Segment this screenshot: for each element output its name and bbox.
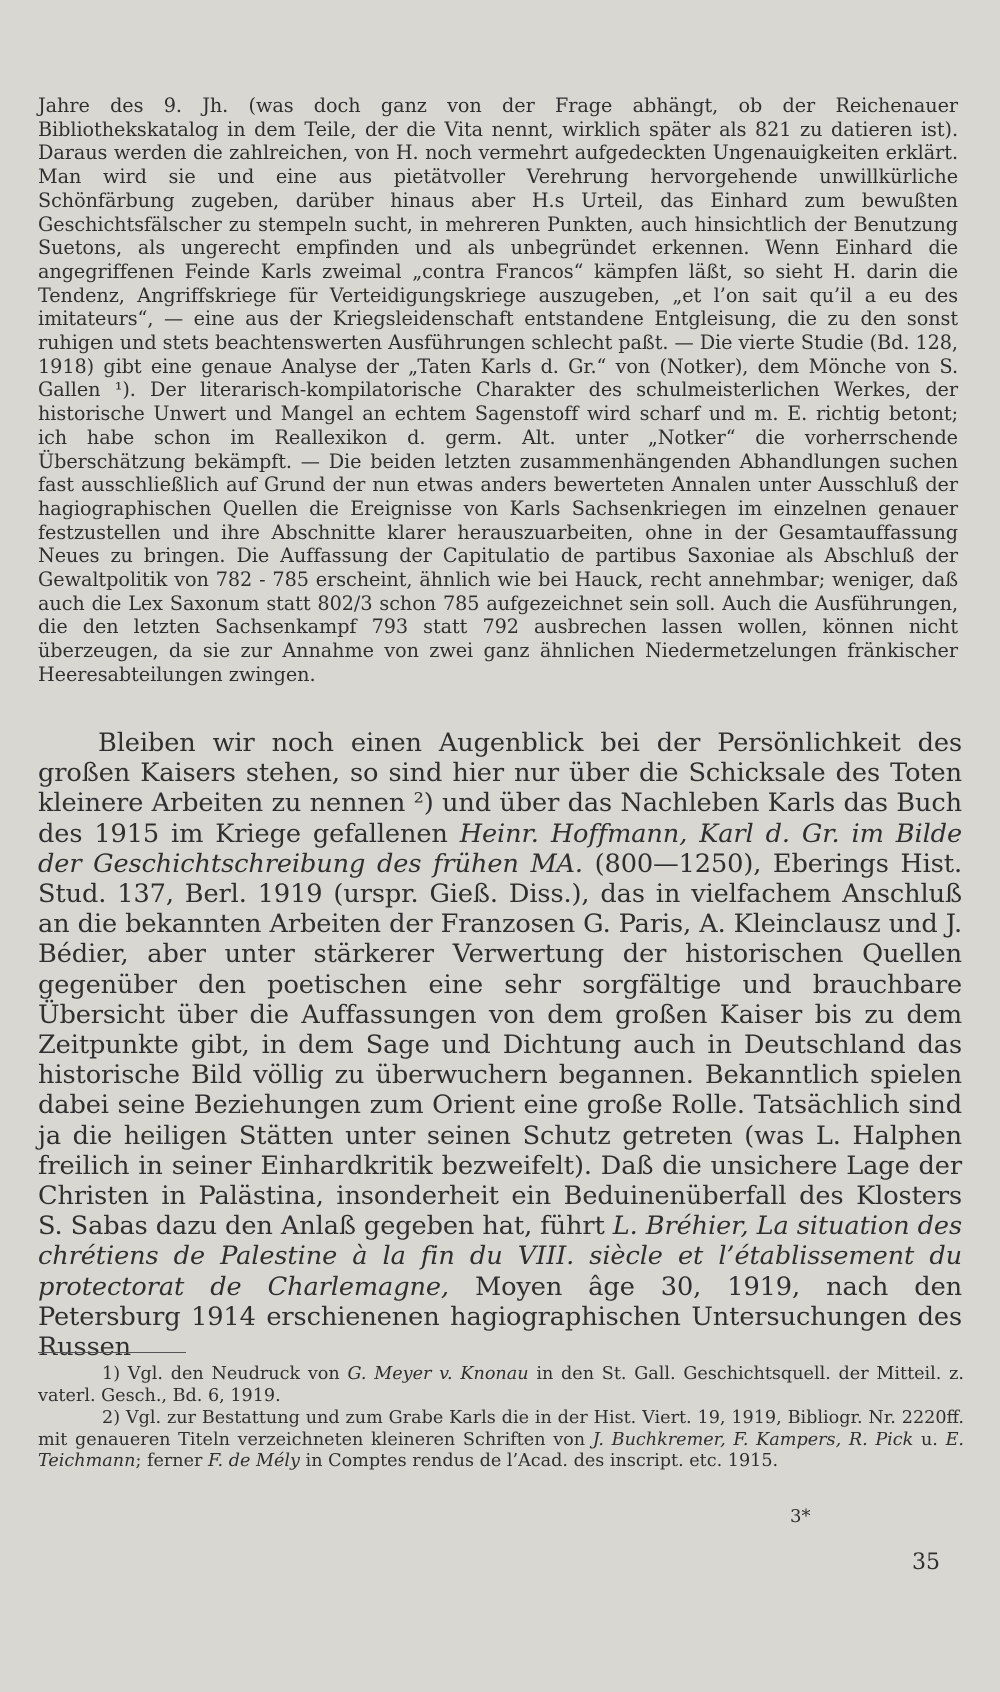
small-print-paragraph [38,94,958,687]
italic-name: J. Buchkremer, F. Kampers, R. Pick [592,1429,914,1450]
text-run: 1) Vgl. den Neudruck von [102,1364,348,1384]
italic-name: G. Meyer v. Knonau [347,1364,529,1384]
text-run: in Comptes rendus de l’Acad. des inscript. etc. 1915. [299,1451,779,1472]
italic-name: F. de Mély [208,1451,300,1472]
page-number: 35 [912,1550,940,1575]
footnotes [38,1364,964,1474]
text-run: 2) Vgl. zur Bestattung und zum Grabe Karls die in der Hist. Viert. 19, 1919, Bibliogr. Nr. 2220ff. mit genaueren Titeln verzeichneten kleineren Schriften von [38,1408,964,1450]
text-run: Moyen âge 30, 1919, nach den Petersburg 1914 erschienenen hagiographischen Untersuchungen des Russen [38,1271,963,1363]
footnote-1 [38,1364,964,1407]
footnote-2 [38,1408,964,1473]
italic-citation: Heinr. Hoffmann, Karl d. Gr. im Bilde der Geschichtschreibung des frühen MA. [38,818,962,879]
signature-mark: 3* [790,1506,811,1527]
text-run: Bleiben wir noch einen Augenblick bei der Persönlichkeit des großen Kaisers stehen, so sind hier nur über die Schicksale des Toten kleinere Arbeiten zu nennen ²) und über das Nachleben Karls das Buch des 1915 im Kriege gefallenen [38,728,962,849]
main-paragraph [38,728,962,1362]
italic-name: E. Teichmann [38,1429,965,1472]
paragraph-large-text [38,728,962,1362]
italic-citation: L. Bréhier, La situation des chrétiens de Palestine à la fin du VIII. siècle et l’établissement du protectorat de Charlemagne, [38,1211,962,1302]
paragraph-small-text: Jahre des 9. Jh. (was doch ganz von der Frage abhängt, ob der Reichenauer Bibliothekskatalog in dem Teile, der die Vita nennt, wirklich später als 821 zu datieren ist). Daraus werden die zahlreichen, von H. noch vermehrt aufgedeckten Ungenauigkeiten erklärt. Man wird sie und eine aus pietätvoller Verehrung hervorgehende unwillkürliche Schönfärbung zugeben, darüber hinaus aber H.s Urteil, das Einhard zum bewußten Geschichtsfälscher zu stempeln sucht, in mehreren Punkten, auch hinsichtlich der Benutzung Suetons, als ungerecht empfinden und als unbegründet erkennen. Wenn Einhard die angegriffenen Feinde Karls zweimal „contra Francos“ kämpfen läßt, so sieht H. darin die Tendenz, Angriffskriege für Verteidigungskriege auszugeben, „et l’on sait qu’il a eu des imitateurs“, — eine aus der Kriegsleidenschaft entstandene Entgleisung, die zu den sonst ruhigen und stets beachtenswerten Ausführungen schlecht paßt. — Die vierte Studie (Bd. 128, 1918) gibt eine genaue Analyse der „Taten Karls d. Gr.“ von (Notker), dem Mönche von S. Gallen ¹). Der literarisch-kompilatorische Charakter des schulmeisterlichen Werkes, der historische Unwert und Mangel an echtem Sagenstoff wird scharf und m. E. richtig betont; ich habe schon im Reallexikon d. germ. Alt. unter „Notker“ die vorherrschende Überschätzung bekämpft. — Die beiden letzten zusammenhängenden Abhandlungen suchen fast ausschließlich auf Grund der nun etwas anders bewerteten Annalen unter Ausschluß der hagiographischen Quellen die Ereignisse von Karls Sachsenkriegen im einzelnen genauer festzustellen und ihre Abschnitte klarer herauszuarbeiten, ohne in der Gesamtauffassung Neues zu bringen. Die Auffassung der Capitulatio de partibus Saxoniae als Abschluß der Gewaltpolitik von 782 - 785 erscheint, ähnlich wie bei Hauck, recht annehmbar; weniger, daß auch die Lex Saxonum statt 802/3 schon 785 aufgezeichnet sein soll. Auch die Ausführungen, die den letzten Sachsenkampf 793 statt 792 ausbrechen lassen wollen, können nicht überzeugen, da sie zur Annahme von zwei ganz ähnlichen Niedermetzelungen fränkischer Heeresabteilungen zwingen. [38,94,958,686]
footnote-divider [38,1352,186,1353]
text-run: u. [913,1429,946,1450]
text-run: ; ferner [135,1451,209,1472]
text-run: (800—1250), Eberings Hist. Stud. 137, Berl. 1919 (urspr. Gieß. Diss.), das in vielfachem Anschluß an die bekannten Arbeiten der Franzosen G. Paris, A. Kleinclausz und J. Bédier, aber unter stärkerer Verwertung der historischen Quellen gegenüber den poetischen eine sehr sorgfältige und brauchbare Übersicht über die Auffassungen von dem großen Kaiser bis zu dem Zeitpunkte gibt, in dem Sage und Dichtung auch in Deutschland das historische Bild völlig zu überwuchern begannen. Bekanntlich spielen dabei seine Beziehungen zum Orient eine große Rolle. Tatsächlich sind ja die heiligen Stätten unter seinen Schutz getreten (was L. Halphen freilich in seiner Einhardkritik bezweifelt). Daß die unsichere Lage der Christen in Palästina, insonderheit ein Beduinenüberfall des Klosters S. Sabas dazu den Anlaß gegeben hat, führt [38,848,962,1242]
text-run: in den St. Gall. Geschichtsquell. der Mitteil. z. vaterl. Gesch., Bd. 6, 1919. [38,1364,964,1406]
